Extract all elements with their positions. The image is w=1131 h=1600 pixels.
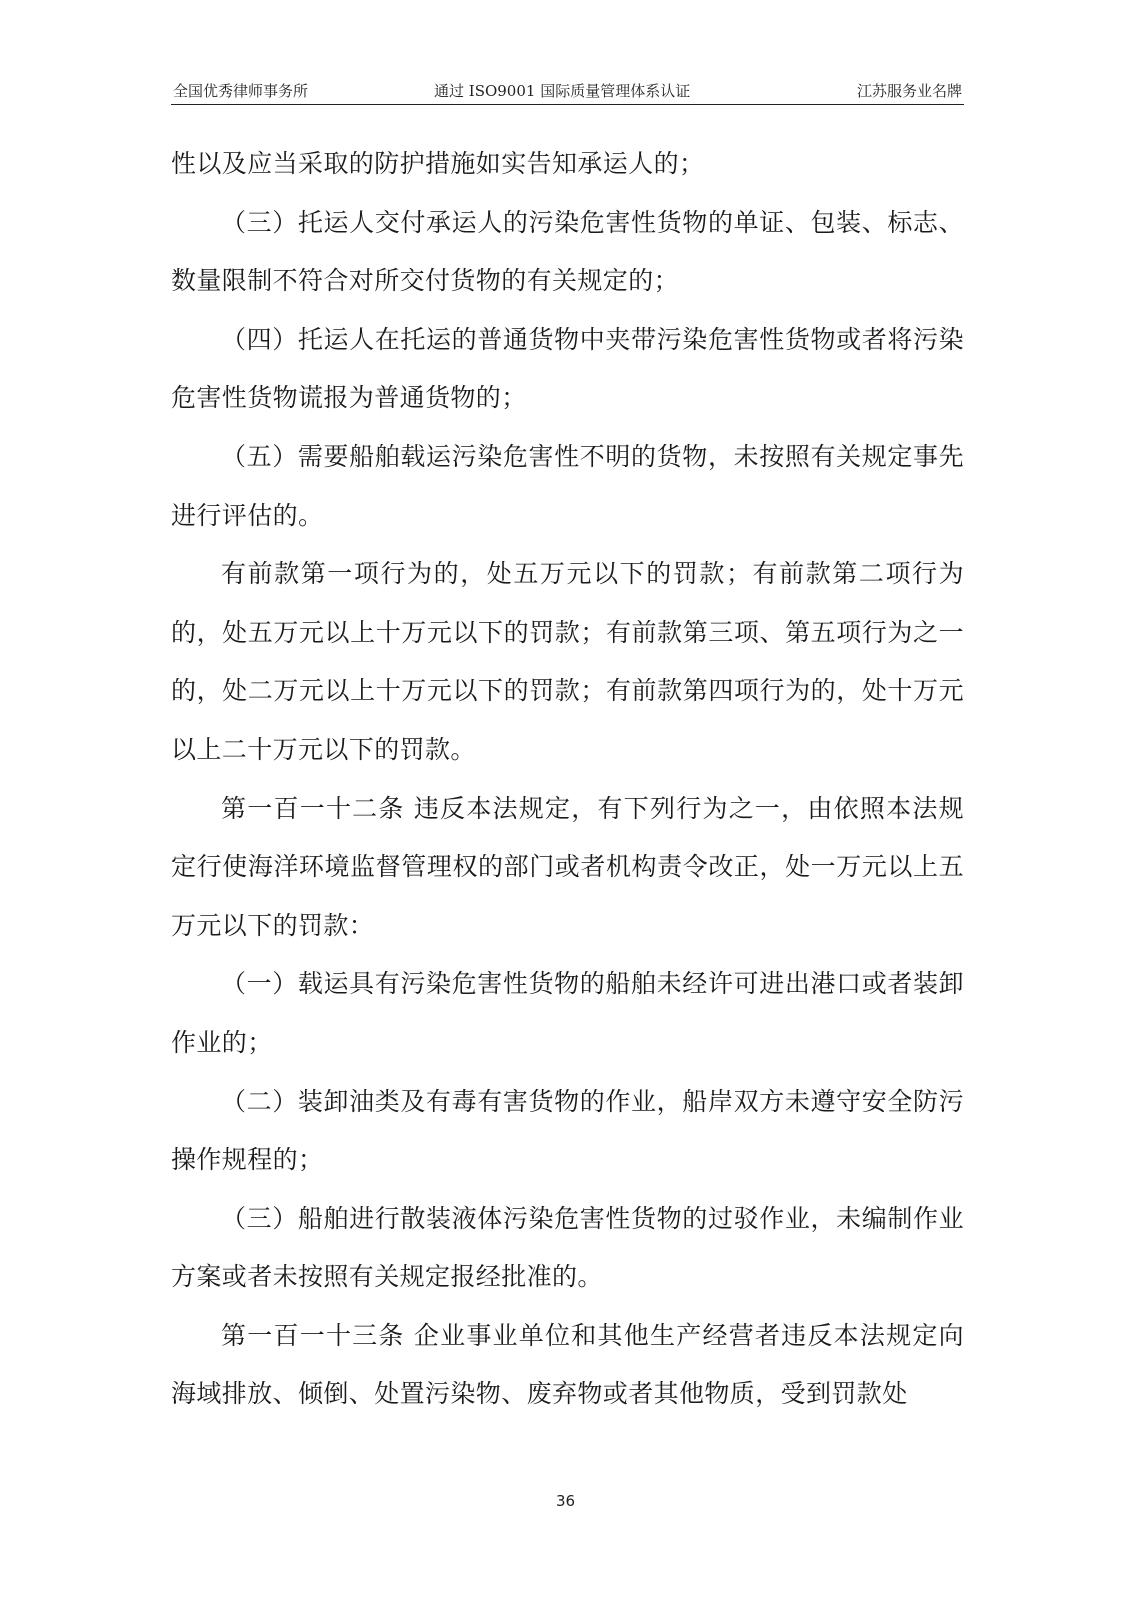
header-brand: 江苏服务业名牌 [856,82,962,100]
header-firm-name: 全国优秀律师事务所 [173,82,309,100]
paragraph-article-113: 第一百一十三条 企业事业单位和其他生产经营者违反本法规定向海域排放、倾倒、处置污染物、废弃物或者其他物质，受到罚款处 [171,1320,964,1409]
paragraph-item-3: （三）托运人交付承运人的污染危害性货物的单证、包装、标志、数量限制不符合对所交付货物的有关规定的； [171,207,964,296]
document-body [171,135,964,1424]
paragraph-penalties: 有前款第一项行为的，处五万元以下的罚款；有前款第二项行为的，处五万元以上十万元以下的罚款；有前款第三项、第五项行为之一的，处二万元以上十万元以下的罚款；有前款第四项行为的，处十万元以上二十万元以下的罚款。 [171,559,964,764]
paragraph-item-5: （五）需要船舶载运污染危害性不明的货物，未按照有关规定事先进行评估的。 [171,441,964,530]
paragraph-article-112-item-1: （一）载运具有污染危害性货物的船舶未经许可进出港口或者装卸作业的； [171,969,964,1057]
header-certification: 通过 ISO9001 国际质量管理体系认证 [434,82,691,100]
page-header [171,78,964,105]
page-number: 36 [555,1492,576,1510]
paragraph-article-112-item-2: （二）装卸油类及有毒有害货物的作业，船岸双方未遵守安全防污操作规程的； [171,1086,964,1175]
paragraph-continuation: 性以及应当采取的防护措施如实告知承运人的； [171,149,705,178]
paragraph-item-4: （四）托运人在托运的普通货物中夹带污染危害性货物或者将污染危害性货物谎报为普通货物的； [171,324,964,413]
paragraph-article-112: 第一百一十二条 违反本法规定，有下列行为之一，由依照本法规定行使海洋环境监督管理权的部门或者机构责令改正，处一万元以上五万元以下的罚款： [171,793,964,940]
paragraph-article-112-item-3: （三）船舶进行散装液体污染危害性货物的过驳作业，未编制作业方案或者未按照有关规定报经批准的。 [171,1203,964,1292]
